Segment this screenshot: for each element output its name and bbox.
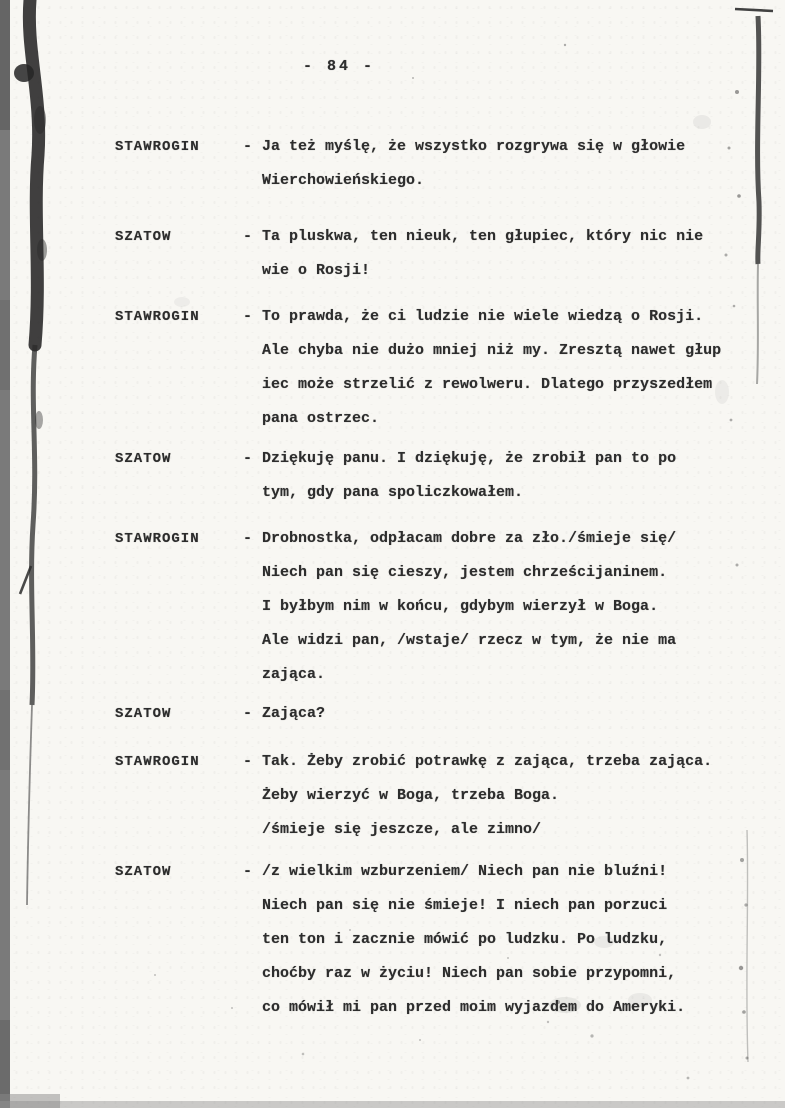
speaker-name: SZATOW [115,451,172,467]
dialogue-text [240,220,740,288]
speaker-name: SZATOW [115,229,172,245]
dialogue-block [115,130,740,198]
dialogue-dash: - [243,450,253,467]
dialogue-dash: - [243,228,253,245]
dialogue-block [115,745,740,847]
dialogue-line: Zająca? [262,705,326,722]
dialogue-block [115,522,740,692]
dialogue-line: Drobnostka, odpłacam dobre za zło./śmieje się/ [262,530,677,547]
dialogue-line: To prawda, że ci ludzie nie wiele wiedzą o Rosji. [262,308,704,325]
dialogue-text [240,300,740,436]
dialogue-dash: - [243,308,253,325]
dialogue-line: co mówił mi pan przed moim wyjazdem do Ameryki. [262,999,686,1016]
dialogue-text [240,855,740,1025]
dialogue-line: zająca. [262,666,326,683]
dialogue-line: Ale chyba nie dużo mniej niż my. Zresztą nawet głup [262,342,722,359]
margin-slash-mark [20,566,31,594]
dialogue-line: /śmieje się jeszcze, ale zimno/ [262,821,542,838]
dialogue-line: Ta pluskwa, ten nieuk, ten głupiec, który nic nie [262,228,704,245]
dialogue-block [115,855,740,1025]
page-number: - 84 - [303,58,376,75]
dialogue-dash: - [243,863,253,880]
dialogue-line: pana ostrzec. [262,410,380,427]
dialogue-line: Tak. Żeby zrobić potrawkę z zająca, trzeba zająca. [262,753,713,770]
left-ink-streak [14,0,47,905]
page-content [115,0,740,1025]
left-binding-strip [0,0,10,1108]
dialogue-line: Niech pan się cieszy, jestem chrześcijaninem. [262,564,668,581]
speaker-name: STAWROGIN [115,139,200,155]
dialogue-line: ten ton i zacznie mówić po ludzku. Po ludzku, [262,931,668,948]
dialogue-line: wie o Rosji! [262,262,371,279]
dialogue-line: Niech pan się nie śmieje! I niech pan porzuci [262,897,668,914]
right-ink-streak [735,9,773,1062]
dialogue-block [115,697,740,731]
dialogue-dash: - [243,530,253,547]
dialogue-line: choćby raz w życiu! Niech pan sobie przypomni, [262,965,677,982]
dialogue-dash: - [243,753,253,770]
speaker-name: STAWROGIN [115,531,200,547]
dialogue-line: iec może strzelić z rewolweru. Dlatego przyszedłem [262,376,713,393]
dialogue-line: Wierchowieńskiego. [262,172,425,189]
dialogue-text [240,697,740,731]
dialogue-text [240,522,740,692]
dialogue-dash: - [243,705,253,722]
dialogue-block [115,220,740,288]
dialogue-text [240,130,740,198]
speaker-name: STAWROGIN [115,309,200,325]
dialogue-text [240,442,740,510]
dialogue-line: Ale widzi pan, /wstaje/ rzecz w tym, że nie ma [262,632,677,649]
speaker-name: SZATOW [115,864,172,880]
dialogue-line: I byłbym nim w końcu, gdybym wierzył w Boga. [262,598,659,615]
dialogue-block [115,300,740,436]
speaker-name: SZATOW [115,706,172,722]
dialogue-line: /z wielkim wzburzeniem/ Niech pan nie bluźni! [262,863,668,880]
dialogue-line: Ja też myślę, że wszystko rozgrywa się w głowie [262,138,686,155]
dialogue-line: tym, gdy pana spoliczkowałem. [262,484,524,501]
dialogue-line: Żeby wierzyć w Boga, trzeba Boga. [262,787,560,804]
dialogue-block [115,442,740,510]
speaker-name: STAWROGIN [115,754,200,770]
dialogue-line: Dziękuję panu. I dziękuję, że zrobił pan to po [262,450,677,467]
dialogue-text [240,745,740,847]
dialogue-dash: - [243,138,253,155]
bottom-scan-edge [0,1101,785,1108]
